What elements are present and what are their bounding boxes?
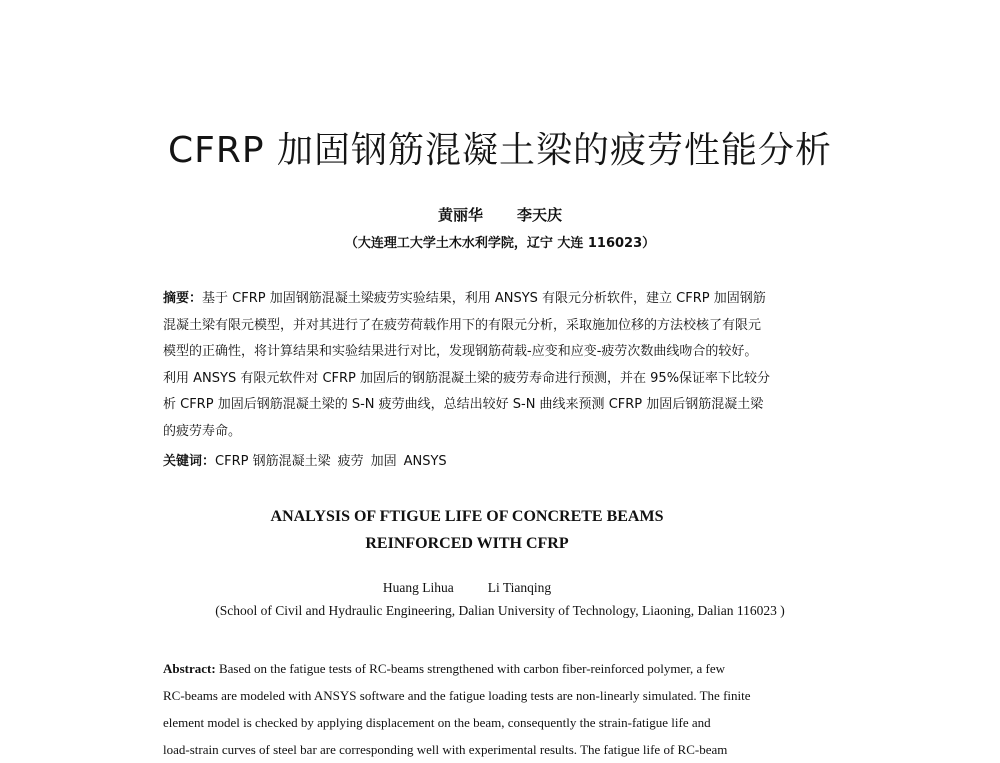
keyword: CFRP 钢筋混凝土梁 (215, 454, 331, 469)
authors-cn (0, 204, 1000, 225)
abstract-cn (163, 286, 833, 445)
abstract-cn-line: 摘要：基于 CFRP 加固钢筋混凝土梁疲劳实验结果，利用 ANSYS 有限元分析软件，建立 CFRP 加固钢筋 (163, 291, 766, 306)
keywords-cn-label: 关键词： (163, 454, 216, 469)
affiliation-cn: （大连理工大学土木水利学院，辽宁 大连 116023） (344, 236, 656, 251)
title-en-line: ANALYSIS OF FTIGUE LIFE OF CONCRETE BEAMS (270, 508, 664, 525)
author-cn: 李天庆 (517, 206, 563, 224)
keywords-cn (163, 450, 833, 469)
abstract-cn-line: 混凝土梁有限元模型，并对其进行了在疲劳荷载作用下的有限元分析，采取施加位移的方法校核了有限元 (163, 317, 762, 333)
keyword: 加固 (370, 454, 397, 469)
abstract-en-line: Abstract: Based on the fatigue tests of RC-beams strengthened with carbon fiber-reinforced polymer, a few (163, 661, 726, 676)
paper-title-cn: CFRP 加固钢筋混凝土梁的疲劳性能分析 (167, 130, 832, 171)
authors-en (0, 580, 934, 596)
abstract-en-line: element model is checked by applying displacement on the beam, consequently the strain-fatigue life and (163, 715, 711, 730)
author-cn: 黄丽华 (437, 206, 483, 224)
abstract-en-line: load-strain curves of steel bar are corresponding well with experimental results. The fatigue life of RC-beam (163, 742, 728, 757)
paper-title-en (0, 503, 934, 557)
abstract-cn-line: 的疲劳寿命。 (163, 423, 242, 439)
abstract-en-line: RC-beams are modeled with ANSYS software and the fatigue loading tests are non-linearly simulated. The finite (163, 688, 751, 703)
abstract-en (163, 655, 831, 763)
title-en-line: REINFORCED WITH CFRP (365, 535, 569, 552)
author-en: Li Tianqing (487, 580, 552, 595)
keyword: ANSYS (403, 454, 447, 469)
affiliation-en: (School of Civil and Hydraulic Engineering, Dalian University of Technology, Liaoning, Dalian 116023 ) (215, 603, 785, 618)
abstract-cn-line: 析 CFRP 加固后钢筋混凝土梁的 S-N 疲劳曲线，总结出较好 S-N 曲线来预测 CFRP 加固后钢筋混凝土梁 (163, 397, 764, 412)
abstract-en-label: Abstract: (163, 661, 216, 676)
author-en: Huang Lihua (382, 580, 454, 595)
abstract-cn-label: 摘要： (163, 291, 203, 306)
abstract-cn-line: 模型的正确性，将计算结果和实验结果进行对比，发现钢筋荷载-应变和应变-疲劳次数曲线吻合的较好。 (163, 344, 758, 359)
keyword: 疲劳 (337, 454, 364, 469)
abstract-cn-line: 利用 ANSYS 有限元软件对 CFRP 加固后的钢筋混凝土梁的疲劳寿命进行预测，并在 95%保证率下比较分 (163, 370, 771, 386)
